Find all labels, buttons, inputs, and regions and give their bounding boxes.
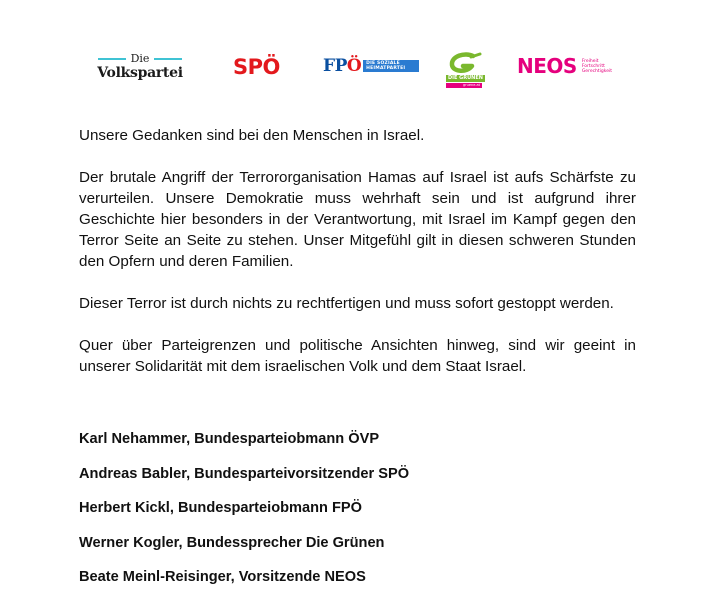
fpo-logo bbox=[323, 56, 419, 76]
paragraph: Der brutale Angriff der Terrororganisation Hamas auf Israel ist aufs Schärfste zu verurteilen. Unsere Demokratie muss wehrhaft sein und ist aufgrund ihrer Geschichte hier besonders in der Verantwortung, mit Israel im Kampf gegen den Terror Seite an Seite zu stehen. Unser Mitgefühl gilt in diesen schweren Stunden den Opfern und deren Familien. bbox=[79, 169, 636, 270]
neos-logo-wordmark: NEOS bbox=[517, 54, 577, 78]
fpo-logo-wordmark: FPÖ bbox=[323, 56, 362, 76]
neos-logo bbox=[517, 54, 612, 78]
paragraph: Unsere Gedanken sind bei den Menschen in Israel. bbox=[79, 127, 425, 144]
gruene-logo-label: DIE GRÜNEN bbox=[448, 75, 483, 81]
gruene-logo bbox=[445, 52, 485, 92]
neos-logo-tagline: Freiheit Fortschritt Gerechtigkeit bbox=[581, 58, 613, 74]
fpo-logo-tagline: DIE SOZIALE HEIMATPARTEI bbox=[363, 60, 419, 72]
signature: Karl Nehammer, Bundesparteiobmann ÖVP bbox=[79, 431, 380, 447]
gruene-logo-url: gruene.at bbox=[446, 83, 482, 88]
statement-body bbox=[79, 125, 636, 398]
signature: Werner Kogler, Bundessprecher Die Grünen bbox=[79, 534, 385, 551]
ovp-accent-line-right bbox=[154, 58, 182, 60]
spo-logo: SPÖ bbox=[233, 55, 280, 79]
paragraph: Dieser Terror ist durch nichts zu rechtfertigen und muss sofort gestoppt werden. bbox=[79, 295, 614, 312]
ovp-accent-line-left bbox=[98, 58, 126, 60]
ovp-logo-die: Die bbox=[130, 52, 150, 65]
paragraph: Quer über Parteigrenzen und politische Ansichten hinweg, sind wir geeint in unserer Solidarität mit dem israelischen Volk und dem Staat Israel. bbox=[79, 337, 636, 375]
signature: Herbert Kickl, Bundesparteiobmann FPÖ bbox=[79, 500, 363, 516]
signature: Beate Meinl-Reisinger, Vorsitzende NEOS bbox=[79, 569, 366, 585]
signature: Andreas Babler, Bundesparteivorsitzender SPÖ bbox=[79, 465, 410, 482]
ovp-logo bbox=[88, 52, 192, 84]
signatures-list bbox=[79, 429, 636, 602]
ovp-logo-name: Volkspartei bbox=[97, 65, 183, 81]
gruene-g-icon bbox=[447, 52, 483, 76]
party-logos-row bbox=[0, 44, 727, 96]
